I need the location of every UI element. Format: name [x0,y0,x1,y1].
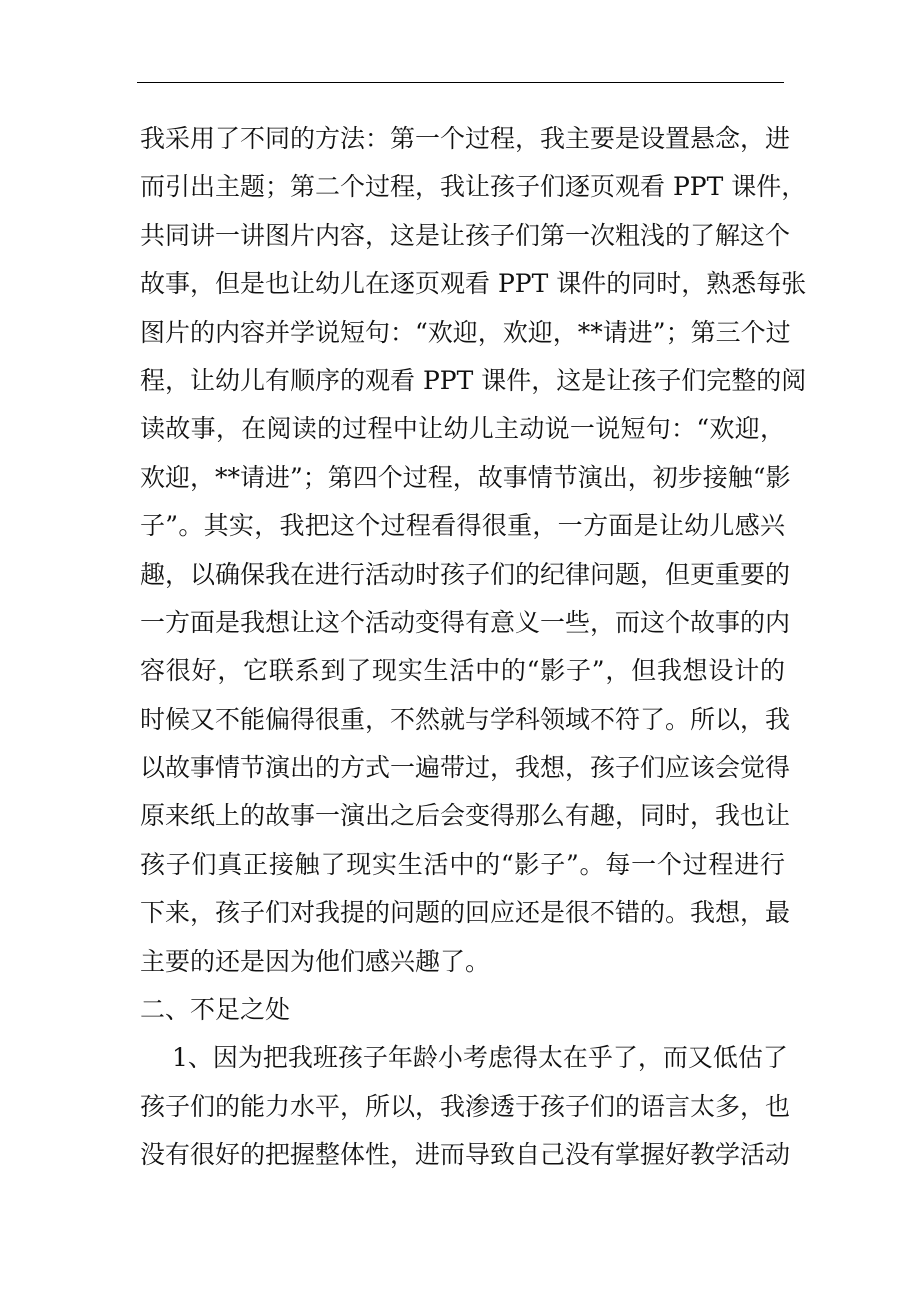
text-line: 而引出主题；第二个过程，我让孩子们逐页观看 PPT 课件， [140,172,807,202]
text-line: 趣，以确保我在进行活动时孩子们的纪律问题，但更重要的 [140,559,791,589]
text-line: 子”。其实，我把这个过程看得很重，一方面是让幼儿感兴 [140,511,785,541]
text-line: 没有很好的把握整体性，进而导致自己没有掌握好教学活动 [140,1140,791,1170]
text-line: 共同讲一讲图片内容，这是让孩子们第一次粗浅的了解这个 [140,220,791,250]
text-line: 图片的内容并学说短句：“欢迎，欢迎，**请进”；第三个过 [140,317,791,347]
section-heading: 二、不足之处 [140,995,291,1025]
text-line: 我采用了不同的方法：第一个过程，我主要是设置悬念，进 [140,124,791,153]
paragraph-shortcomings [140,1034,791,1179]
text-line: 故事，但是也让幼儿在逐页观看 PPT 课件的同时，熟悉每张 [140,269,807,299]
text-line: 欢迎，**请进”；第四个过程，故事情节演出，初步接触“影 [140,462,791,492]
text-line: 容很好，它联系到了现实生活中的“影子”，但我想设计的 [140,656,785,686]
text-line: 孩子们的能力水平，所以，我渗透于孩子们的语言太多，也 [140,1091,791,1121]
text-line: 下来，孩子们对我提的问题的回应还是很不错的。我想，最 [140,898,791,928]
document-body [140,115,807,1180]
text-line: 时候又不能偏得很重，不然就与学科领域不符了。所以，我 [140,704,791,734]
text-line: 一方面是我想让这个活动变得有意义一些，而这个故事的内 [140,607,791,637]
header-rule [137,82,784,83]
text-line: 以故事情节演出的方式一遍带过，我想，孩子们应该会觉得 [140,753,791,783]
text-line: 读故事，在阅读的过程中让幼儿主动说一说短句：“欢迎， [140,414,785,444]
text-line: 程，让幼儿有顺序的观看 PPT 课件，这是让孩子们完整的阅 [140,365,807,395]
text-line: 主要的还是因为他们感兴趣了。 [140,946,491,976]
paragraph-methods [140,115,807,986]
text-line: 孩子们真正接触了现实生活中的“影子”。每一个过程进行 [140,849,785,879]
text-line: 1、因为把我班孩子年龄小考虑得太在乎了，而又低估了 [172,1043,788,1073]
text-line: 原来纸上的故事一演出之后会变得那么有趣，同时，我也让 [140,801,791,831]
